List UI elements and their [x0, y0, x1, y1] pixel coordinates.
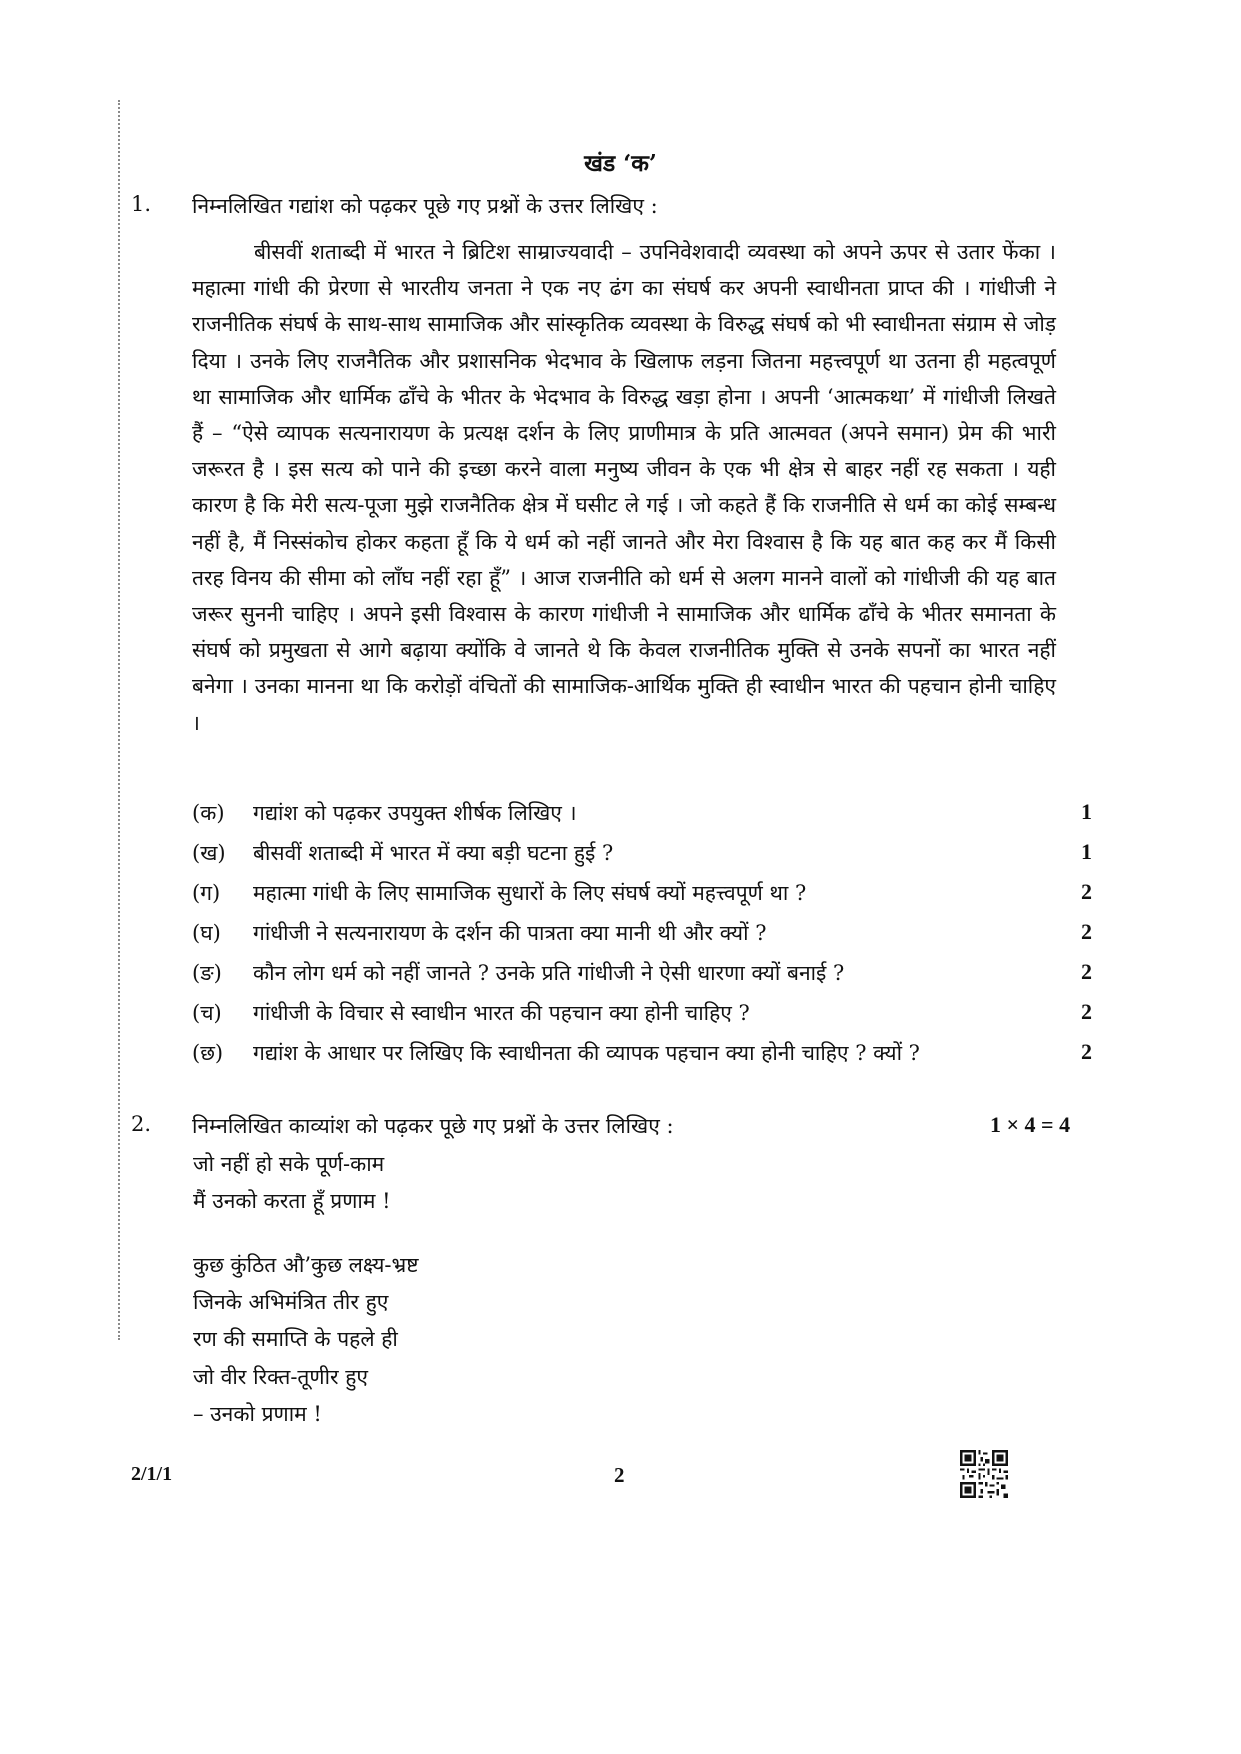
sub-label: (घ)	[192, 921, 221, 945]
sub-label: (ग)	[192, 881, 221, 905]
question-1-sub-chha	[192, 1039, 1092, 1073]
question-1-number: 1.	[131, 192, 152, 216]
sub-text: गद्यांश के आधार पर लिखिए कि स्वाधीनता की व्यापक पहचान क्या होनी चाहिए ? क्यों ?	[253, 1041, 920, 1065]
question-1-passage: बीसवीं शताब्दी में भारत ने ब्रिटिश साम्राज्यवादी – उपनिवेशवादी व्यवस्था को अपने ऊपर से उतार फेंका । महात्मा गांधी की प्रेरणा से भारतीय जनता ने एक नए ढंग का संघर्ष कर अपनी स्वाधीनता प्राप्त की । गांधीजी ने राजनीतिक संघर्ष के साथ-साथ सामाजिक और सांस्कृतिक व्यवस्था के विरुद्ध संघर्ष को भी स्वाधीनता संग्राम से जोड़ दिया । उनके लिए राजनैतिक और प्रशासनिक भेदभाव के खिलाफ लड़ना जितना महत्त्वपूर्ण था उतना ही महत्वपूर्ण था सामाजिक और धार्मिक ढाँचे के भीतर के भेदभाव के विरुद्ध खड़ा होना । अपनी ‘आत्मकथा’ में गांधीजी लिखते हैं – “ऐसे व्यापक सत्यनारायण के प्रत्यक्ष दर्शन के लिए प्राणीमात्र के प्रति आत्मवत (अपने समान) प्रेम की भारी जरूरत है । इस सत्य को पाने की इच्छा करने वाला मनुष्य जीवन के एक भी क्षेत्र से बाहर नहीं रह सकता । यही कारण है कि मेरी सत्य-पूजा मुझे राजनैतिक क्षेत्र में घसीट ले गई । जो कहते हैं कि राजनीति से धर्म का कोई सम्बन्ध नहीं है, मैं निस्संकोच होकर कहता हूँ कि ये धर्म को नहीं जानते और मेरा विश्वास है कि यह बात कह कर मैं किसी तरह विनय की सीमा को लाँघ नहीं रहा हूँ” । आज राजनीति को धर्म से अलग मानने वालों को गांधीजी की यह बात जरूर सुननी चाहिए । अपने इसी विश्वास के कारण गांधीजी ने सामाजिक और धार्मिक ढाँचे के भीतर समानता के संघर्ष को प्रमुखता से आगे बढ़ाया क्योंकि वे जानते थे कि केवल राजनीतिक मुक्ति से उनके सपनों का भारत नहीं बनेगा । उनका मानना था कि करोड़ों वंचितों की सामाजिक-आर्थिक मुक्ति ही स्वाधीन भारत की पहचान होनी चाहिए ।	[192, 240, 1056, 735]
sub-text: गांधीजी ने सत्यनारायण के दर्शन की पात्रता क्या मानी थी और क्यों ?	[253, 921, 767, 945]
poem-line: – उनको प्रणाम !	[193, 1402, 322, 1426]
question-1-sub-kha	[192, 839, 1092, 873]
question-1-sub-ka	[192, 799, 1092, 833]
sub-marks: 1	[1081, 799, 1092, 824]
sub-label: (ख)	[192, 841, 226, 865]
sub-marks: 2	[1081, 919, 1092, 944]
question-2-marks: 1 × 4 = 4	[990, 1112, 1071, 1137]
sub-label: (छ)	[192, 1041, 224, 1065]
sub-text: महात्मा गांधी के लिए सामाजिक सुधारों के लिए संघर्ष क्यों महत्त्वपूर्ण था ?	[253, 881, 807, 905]
question-1-sub-nga	[192, 959, 1092, 993]
sub-text: बीसवीं शताब्दी में भारत में क्या बड़ी घटना हुई ?	[253, 841, 614, 865]
question-1-instruction: निम्नलिखित गद्यांश को पढ़कर पूछे गए प्रश्नों के उत्तर लिखिए :	[192, 194, 658, 218]
sub-text: कौन लोग धर्म को नहीं जानते ? उनके प्रति गांधीजी ने ऐसी धारणा क्यों बनाई ?	[253, 961, 845, 985]
section-title: खंड ‘क’	[584, 150, 657, 177]
sub-label: (क)	[192, 801, 225, 825]
question-1-sub-cha	[192, 999, 1092, 1033]
sub-marks: 1	[1081, 839, 1092, 864]
question-1-sub-ga	[192, 879, 1092, 913]
paper-code: 2/1/1	[131, 1463, 173, 1485]
question-2-number: 2.	[131, 1112, 152, 1136]
poem-line: कुछ कुंठित औ’कुछ लक्ष्य-भ्रष्ट	[193, 1253, 419, 1277]
sub-marks: 2	[1081, 1039, 1092, 1064]
qr-code-icon	[960, 1450, 1008, 1498]
sub-marks: 2	[1081, 999, 1092, 1024]
question-1-sub-gha	[192, 919, 1092, 953]
sub-label: (च)	[192, 1001, 222, 1025]
sub-text: गद्यांश को पढ़कर उपयुक्त शीर्षक लिखिए ।	[253, 801, 577, 825]
poem-line: मैं उनको करता हूँ प्रणाम !	[193, 1189, 391, 1213]
sub-text: गांधीजी के विचार से स्वाधीन भारत की पहचान क्या होनी चाहिए ?	[253, 1001, 750, 1025]
poem-line: जो वीर रिक्त-तूणीर हुए	[193, 1365, 369, 1389]
poem-line: रण की समाप्ति के पहले ही	[193, 1327, 398, 1351]
sub-marks: 2	[1081, 959, 1092, 984]
page-number: 2	[614, 1463, 625, 1487]
margin-dotted-line	[118, 100, 120, 1340]
poem-line: जिनके अभिमंत्रित तीर हुए	[193, 1290, 389, 1314]
question-2-instruction: निम्नलिखित काव्यांश को पढ़कर पूछे गए प्रश्नों के उत्तर लिखिए :	[192, 1114, 674, 1138]
sub-marks: 2	[1081, 879, 1092, 904]
sub-label: (ङ)	[192, 961, 222, 985]
poem-line: जो नहीं हो सके पूर्ण-काम	[193, 1152, 385, 1176]
